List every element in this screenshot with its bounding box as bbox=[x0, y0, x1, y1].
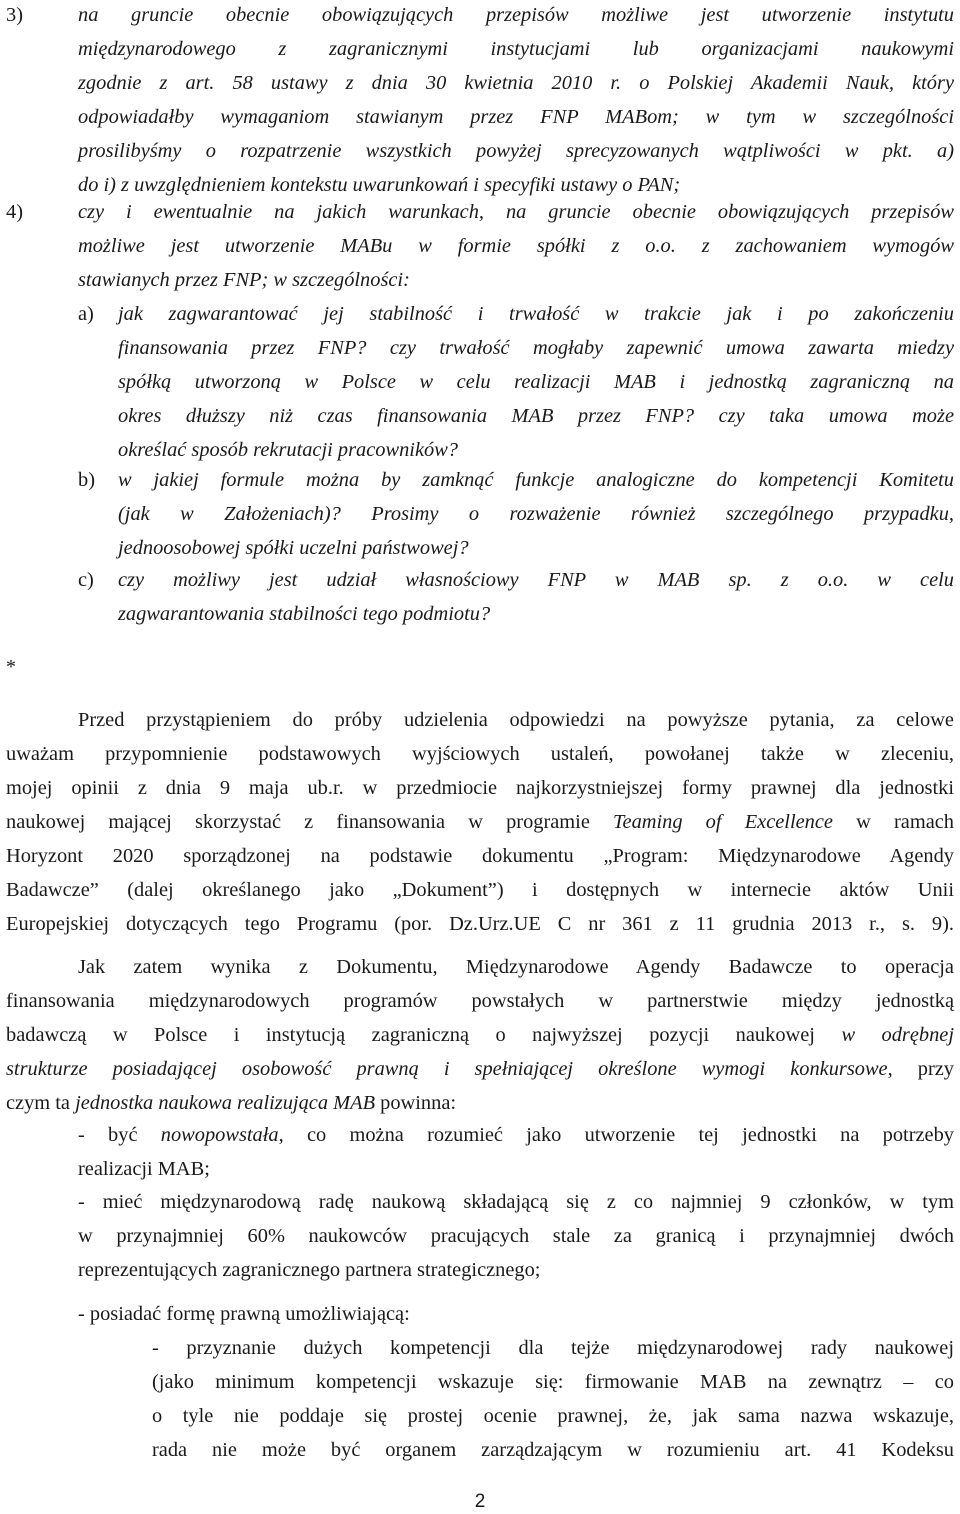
text-line: możliwe jest utworzenie MABu w formie spółki z o.o. z zachowaniem wymogów bbox=[78, 235, 954, 257]
italic-span: Teaming of Excellence bbox=[613, 811, 833, 833]
text-span: powinna: bbox=[375, 1092, 457, 1114]
text-line: międzynarodowego z zagranicznymi instytucjami lub organizacjami naukowymi bbox=[78, 38, 954, 60]
list-item-3 bbox=[0, 0, 954, 202]
text-line: na gruncie obecnie obowiązujących przepisów możliwe jest utworzenie instytutu bbox=[78, 4, 954, 26]
text-line: - przyznanie dużych kompetencji dla tejże międzynarodowej rady naukowej bbox=[152, 1337, 954, 1359]
text-line: reprezentujących zagranicznego partnera strategicznego; bbox=[78, 1259, 541, 1281]
list-item-4 bbox=[0, 195, 954, 297]
text-line: prosilibyśmy o rozpatrzenie wszystkich powyżej sprecyzowanych wątpliwości w pkt. a) bbox=[78, 140, 954, 162]
text-line: realizacji MAB; bbox=[78, 1158, 210, 1180]
dash-subitem-1 bbox=[152, 1331, 954, 1467]
sub-label: b) bbox=[78, 469, 95, 491]
text-line: - mieć międzynarodową radę naukową składającą się z co najmniej 9 członków, w tym bbox=[78, 1191, 954, 1213]
text-span: naukowej mającej skorzystać z finansowania w programie bbox=[6, 811, 614, 833]
text-line: stawianych przez FNP; w szczególności: bbox=[78, 269, 410, 291]
text-line: o tyle nie poddaje się prostej ocenie prawnej, że, jak sama nazwa wskazuje, bbox=[152, 1405, 954, 1427]
list-number: 4) bbox=[6, 201, 23, 223]
text-span: - być bbox=[78, 1124, 161, 1146]
italic-span: nowopowstała bbox=[160, 1124, 279, 1146]
text-line: odpowiadałby wymaganiom stawianym przez FNP MABom; w tym w szczególności bbox=[78, 106, 954, 128]
sub-item-b bbox=[78, 463, 954, 565]
text-line bbox=[6, 1018, 954, 1052]
text-span: , co można rozumieć jako utworzenie tej jednostki na potrzeby bbox=[278, 1124, 954, 1146]
text-span: , przy bbox=[887, 1058, 954, 1080]
sub-label: c) bbox=[78, 569, 94, 591]
text-line: czy i ewentualnie na jakich warunkach, na gruncie obecnie obowiązujących przepisów bbox=[78, 201, 954, 223]
text-line: określać sposób rekrutacji pracowników? bbox=[118, 439, 458, 461]
dash-item-3 bbox=[78, 1297, 954, 1331]
text-line: - posiadać formę prawną umożliwiającą: bbox=[78, 1303, 410, 1325]
text-span: czym ta bbox=[6, 1092, 76, 1114]
sub-item-a bbox=[78, 297, 954, 467]
text-line: (jak w Założeniach)? Prosimy o rozważenie również szczególnego przypadku, bbox=[118, 503, 954, 525]
italic-span: jednostka naukowa realizująca MAB bbox=[75, 1092, 376, 1114]
text-line bbox=[6, 1086, 954, 1120]
text-line: okres dłuższy niż czas finansowania MAB przez FNP? czy taka umowa może bbox=[118, 405, 954, 427]
text-line: w jakiej formule można by zamknąć funkcje analogiczne do kompetencji Komitetu bbox=[118, 469, 954, 491]
text-line bbox=[6, 805, 954, 839]
text-span: badawczą w Polsce i instytucją zagraniczną o najwyższej pozycji naukowej bbox=[6, 1024, 842, 1046]
text-line: czy możliwy jest udział własnościowy FNP w MAB sp. z o.o. w celu bbox=[118, 569, 954, 591]
text-line: finansowania międzynarodowych programów powstałych w partnerstwie między jednostką bbox=[6, 990, 954, 1012]
italic-span: w odrębnej bbox=[841, 1024, 954, 1046]
text-line: do i) z uwzględnieniem kontekstu uwarunkowań i specyfiki ustawy o PAN; bbox=[78, 174, 681, 196]
text-line: jednoosobowej spółki uczelni państwowej? bbox=[118, 537, 469, 559]
text-line: Badawcze” (dalej określanego jako „Dokument”) i dostępnych w internecie aktów Unii bbox=[6, 879, 954, 901]
text-span: w ramach bbox=[832, 811, 954, 833]
dash-item-1 bbox=[78, 1118, 954, 1186]
text-line: spółką utworzoną w Polsce w celu realizacji MAB i jednostką zagraniczną na bbox=[118, 371, 954, 393]
text-line: Horyzont 2020 sporządzonej na podstawie dokumentu „Program: Międzynarodowe Agendy bbox=[6, 845, 954, 867]
text-line: mojej opinii z dnia 9 maja ub.r. w przedmiocie najkorzystniejszej formy prawnej dla jednostki bbox=[6, 777, 954, 799]
text-line: jak zagwarantować jej stabilność i trwałość w trakcie jak i po zakończeniu bbox=[118, 303, 954, 325]
text-line: uważam przypomnienie podstawowych wyjściowych ustaleń, powołanej także w zleceniu, bbox=[6, 743, 954, 765]
text-line: w przynajmniej 60% naukowców pracujących stale za granicą i przynajmniej dwóch bbox=[78, 1225, 954, 1247]
text-line: finansowania przez FNP? czy trwałość mogłaby zapewnić umowa zawarta miedzy bbox=[118, 337, 954, 359]
text-line: zagwarantowania stabilności tego podmiotu? bbox=[118, 603, 491, 625]
text-line: Europejskiej dotyczących tego Programu (por. Dz.Urz.UE C nr 361 z 11 grudnia 2013 r., s. 9). bbox=[6, 913, 954, 935]
text-line: rada nie może być organem zarządzającym w rozumieniu art. 41 Kodeksu bbox=[152, 1439, 954, 1461]
page-number: 2 bbox=[474, 1491, 486, 1512]
italic-span: strukturze posiadającej osobowość prawną i spełniającej określone wymogi konkursowe bbox=[6, 1058, 888, 1080]
sub-label: a) bbox=[78, 303, 94, 325]
text-line: Jak zatem wynika z Dokumentu, Międzynarodowe Agendy Badawcze to operacja bbox=[78, 956, 954, 978]
text-line: zgodnie z art. 58 ustawy z dnia 30 kwietnia 2010 r. o Polskiej Akademii Nauk, który bbox=[78, 72, 954, 94]
list-number: 3) bbox=[6, 4, 23, 26]
text-line: Przed przystąpieniem do próby udzielenia odpowiedzi na powyższe pytania, za celowe bbox=[78, 709, 954, 731]
sub-item-c bbox=[78, 563, 954, 631]
paragraph-2 bbox=[6, 950, 954, 1120]
text-line bbox=[6, 1052, 954, 1086]
paragraph-1 bbox=[6, 703, 954, 941]
dash-item-2 bbox=[78, 1185, 954, 1287]
section-separator: * bbox=[6, 656, 16, 678]
text-line bbox=[78, 1118, 954, 1152]
text-line: (jako minimum kompetencji wskazuje się: firmowanie MAB na zewnątrz – co bbox=[152, 1371, 954, 1393]
